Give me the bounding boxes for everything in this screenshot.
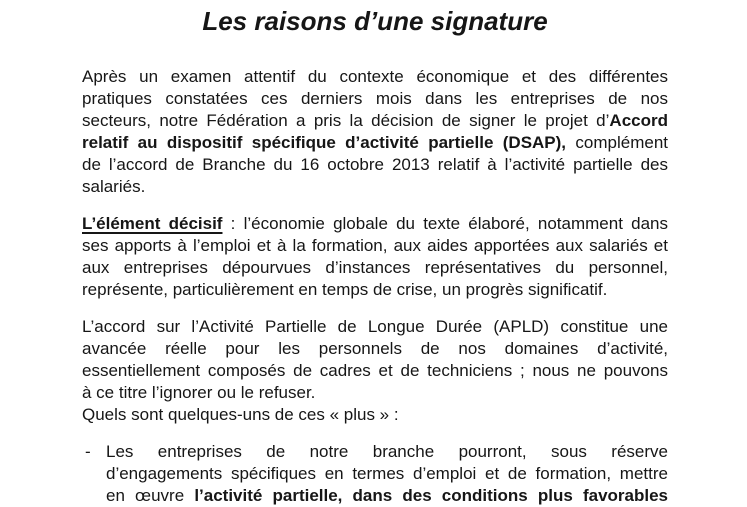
text-segment: d’engagements spécifiques en termes d’emploi et de formation, mettre — [106, 464, 668, 483]
text-line — [82, 279, 668, 301]
text-segment: pratiques constatées ces derniers mois dans les entreprises de nos — [82, 89, 668, 108]
paragraph — [82, 213, 668, 301]
text-line — [82, 257, 668, 279]
text-line — [82, 382, 668, 404]
text-line — [82, 154, 668, 176]
text-line — [106, 485, 668, 507]
text-segment: secteurs, notre Fédération a pris la décision de signer le projet d’ — [82, 111, 610, 130]
text-segment: relatif au dispositif spécifique d’activité partielle (DSAP), — [82, 133, 567, 152]
bullet-marker: - — [85, 442, 91, 461]
text-segment: essentiellement composés de cadres et de techniciens ; nous ne pouvons — [82, 361, 668, 380]
text-line — [82, 316, 668, 338]
paragraph — [82, 66, 668, 198]
text-segment: représente, particulièrement en temps de crise, un progrès significatif. — [82, 280, 608, 299]
text-segment: L’accord sur l’Activité Partielle de Longue Durée (APLD) constitue une — [82, 317, 668, 336]
text-line — [82, 66, 668, 88]
text-line — [82, 110, 668, 132]
text-line — [82, 88, 668, 110]
document-body — [82, 66, 668, 507]
text-segment: l’activité partielle, dans des conditions plus favorables — [194, 486, 668, 505]
document-title: Les raisons d’une signature — [202, 6, 548, 36]
text-line — [82, 235, 668, 257]
text-segment: de l’accord de Branche du 16 octobre 2013 relatif à l’activité partielle des — [82, 155, 668, 174]
text-segment: Accord — [609, 111, 668, 130]
text-segment: salariés. — [82, 177, 146, 196]
text-line — [82, 404, 668, 426]
text-segment: avancée réelle pour les personnels de nos domaines d’activité, — [82, 339, 668, 358]
text-segment: L’élément décisif — [82, 214, 223, 233]
text-line — [82, 360, 668, 382]
text-line — [82, 338, 668, 360]
text-line — [106, 463, 668, 485]
text-segment: : l’économie globale du texte élaboré, notamment dans — [222, 214, 668, 233]
bullet-text — [106, 441, 668, 507]
text-segment: ses apports à l’emploi et à la formation, aux aides apportées aux salariés et — [82, 236, 668, 255]
bullet-item — [82, 441, 668, 507]
text-segment: complément — [566, 133, 668, 152]
text-segment: en œuvre — [106, 486, 195, 505]
text-segment: Quels sont quelques-uns de ces « plus » : — [82, 405, 399, 424]
text-line — [82, 176, 668, 198]
text-segment: Après un examen attentif du contexte économique et des différentes — [82, 67, 668, 86]
paragraph — [82, 316, 668, 426]
text-segment: Les entreprises de notre branche pourront, sous réserve — [106, 442, 668, 461]
text-line — [106, 441, 668, 463]
text-line — [82, 213, 668, 235]
text-segment: aux entreprises dépourvues d’instances représentatives du personnel, — [82, 258, 668, 277]
text-segment: à ce titre l’ignorer ou le refuser. — [82, 383, 316, 402]
text-line — [82, 132, 668, 154]
